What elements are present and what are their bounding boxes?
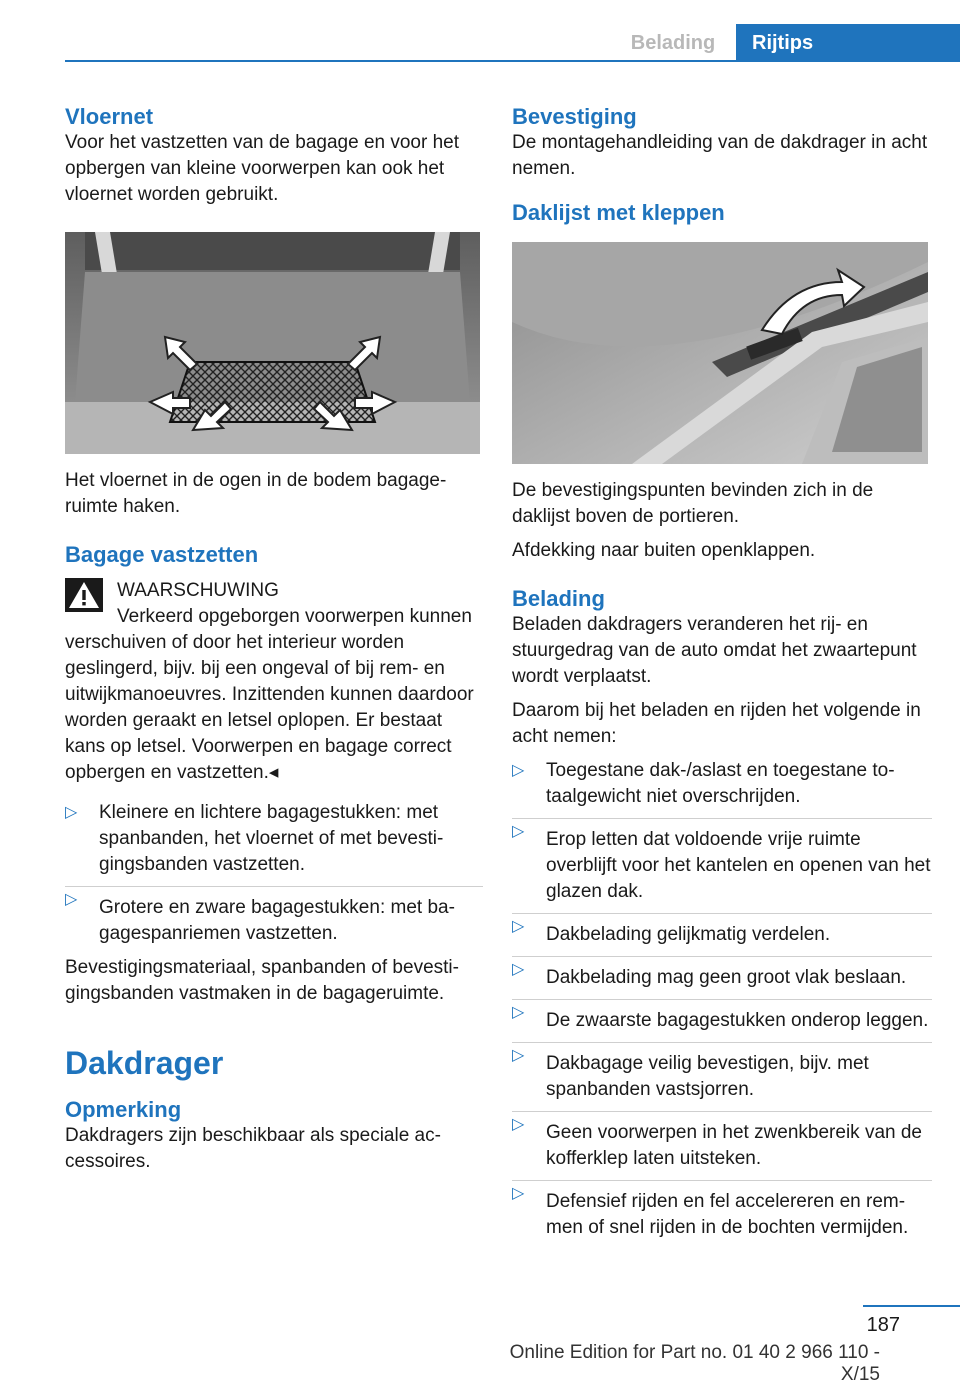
warning-block bbox=[65, 578, 483, 604]
vloernet-text: Voor het vastzetten van de bagage en voor het opbergen van kleine voorwerpen kan ook het vloernet worden gebruikt. bbox=[65, 132, 460, 205]
list-item: ▷ Toegestane dak-/aslast en toegestane totaalgewicht niet overschrijden. bbox=[512, 760, 895, 807]
trunk-floor-net-photo bbox=[65, 232, 480, 454]
header-rule bbox=[65, 60, 960, 62]
bevestigingsmateriaal-text: Bevestigingsmateriaal, spanbanden of bevestigingsbanden vastmaken in de bagageruimte. bbox=[65, 957, 459, 1004]
warning-label: WAARSCHUWING bbox=[117, 580, 279, 601]
triangle-bullet-icon: ▷ bbox=[512, 961, 525, 978]
footer-rule bbox=[863, 1305, 960, 1307]
list-item: ▷ Dakbagage veilig bevestigen, bijv. met spanbanden vastsjorren. bbox=[512, 1042, 932, 1103]
triangle-bullet-icon: ▷ bbox=[65, 804, 78, 821]
list-item: ▷ De zwaarste bagagestukken onderop leggen. bbox=[512, 999, 932, 1034]
opmerking-text: Dakdragers zijn beschikbaar als speciale accessoires. bbox=[65, 1125, 441, 1172]
bevestiging-heading: Bevestiging bbox=[512, 104, 637, 129]
triangle-bullet-icon: ▷ bbox=[512, 1004, 525, 1021]
belading-bullet-list bbox=[512, 758, 932, 1241]
dakdrager-heading: Dakdrager bbox=[65, 1045, 224, 1081]
bevestiging-text: De montagehandleiding van de dakdrager in acht nemen. bbox=[512, 132, 928, 179]
triangle-bullet-icon: ▷ bbox=[512, 1047, 525, 1064]
warning-icon bbox=[65, 578, 103, 612]
roof-rail-photo bbox=[512, 242, 928, 464]
daklijst-text-2: Afdekking naar buiten openklappen. bbox=[512, 540, 816, 561]
list-item: ▷ Geen voorwerpen in het zwenkbereik van de kofferklep laten uitsteken. bbox=[512, 1111, 932, 1172]
belading-heading: Belading bbox=[512, 586, 605, 611]
vloernet-caption: Het vloernet in de ogen in de bodem bagageruimte haken. bbox=[65, 470, 447, 517]
opmerking-heading: Opmerking bbox=[65, 1097, 182, 1122]
warning-text: Verkeerd opgeborgen voorwerpen kunnen verschuiven of door het interieur worden geslingerd, bijv. bij een ongeval of bij rem- en uitwijkmanoeuvres. Inzittenden kunnen daardoor worden geraakt en letsel oplopen. Er bestaat kans op letsel. Voorwerpen en bagage correct opbergen en vastzetten.◂ bbox=[65, 606, 474, 783]
triangle-bullet-icon: ▷ bbox=[512, 762, 525, 779]
belading-text-2: Daarom bij het beladen en rijden het volgende in acht nemen: bbox=[512, 700, 921, 747]
daklijst-heading: Daklijst met kleppen bbox=[512, 200, 725, 225]
list-item: ▷ Defensief rijden en fel accelereren en remmen of snel rijden in de bochten vermijden. bbox=[512, 1180, 932, 1241]
list-item: ▷ Dakbelading gelijkmatig verdelen. bbox=[512, 913, 932, 948]
page-number: 187 bbox=[866, 1314, 900, 1336]
triangle-bullet-icon: ▷ bbox=[512, 918, 525, 935]
left-column bbox=[65, 104, 483, 1175]
triangle-bullet-icon: ▷ bbox=[512, 823, 525, 840]
list-item: ▷ Grotere en zware bagagestukken: met bagagespanriemen vastzetten. bbox=[65, 886, 483, 947]
bagage-vastzetten-heading: Bagage vastzetten bbox=[65, 542, 259, 567]
bagage-bullet-list bbox=[65, 800, 483, 947]
header-tab-belading[interactable]: Belading bbox=[630, 32, 716, 54]
footer-edition: Online Edition for Part no. 01 40 2 966 110 - X/15 bbox=[509, 1342, 880, 1385]
list-item: ▷ Erop letten dat voldoende vrije ruimte overblijft voor het kantelen en openen van het glazen dak. bbox=[512, 818, 932, 905]
triangle-bullet-icon: ▷ bbox=[512, 1116, 525, 1133]
vloernet-heading: Vloernet bbox=[65, 104, 154, 129]
list-item: ▷ Dakbelading mag geen groot vlak beslaan. bbox=[512, 956, 932, 991]
triangle-bullet-icon: ▷ bbox=[512, 1185, 525, 1202]
triangle-bullet-icon: ▷ bbox=[65, 891, 78, 908]
list-item: ▷ Kleinere en lichtere bagagestukken: met spanbanden, het vloernet of met bevestigingsbanden vastzetten. bbox=[65, 802, 444, 875]
daklijst-text-1: De bevestigingspunten bevinden zich in de daklijst boven de portieren. bbox=[512, 480, 874, 527]
right-column bbox=[512, 104, 932, 1249]
belading-text-1: Beladen dakdragers veranderen het rij- en stuurgedrag van de auto omdat het zwaartepunt wordt verplaatst. bbox=[512, 614, 917, 687]
header-tab-rijtips[interactable]: Rijtips bbox=[736, 24, 960, 62]
